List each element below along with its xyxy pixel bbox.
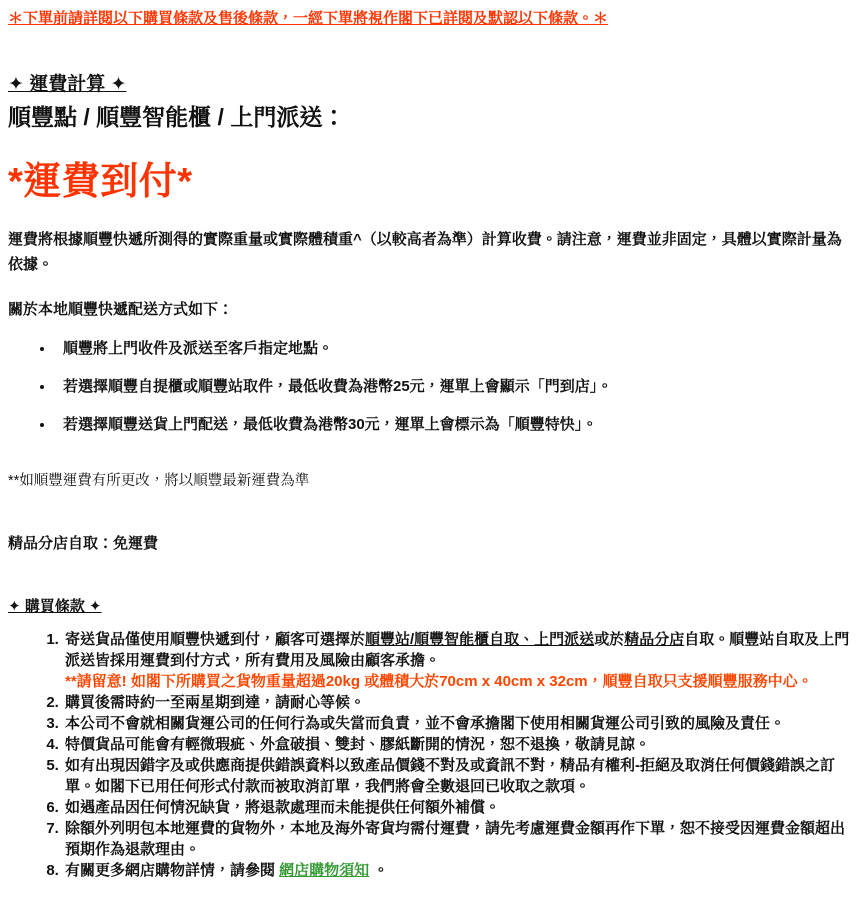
term-8-text: 。 [369,861,389,879]
term-1-underlined-pickup-options: 順豐站/順豐智能櫃自取、上門派送 [365,630,595,648]
fee-change-note: **如順豐運費有所更改，將以順豐最新運費為準 [8,473,310,490]
term-1-underlined-boutique: 精品分店 [624,630,685,648]
purchase-terms-heading-text: ✦ 購買條款 ✦ [8,597,102,615]
store-pickup-free-shipping: 精品分店自取：免運費 [8,534,159,552]
term-item-7: 7. 除額外列明包本地運費的貨物外，本地及海外寄貨均需付運費，請先考慮運費金額再作下單，恕不接受因運費金額超出預期作為退款理由。 [63,818,853,860]
list-item: • 順豐將上門收件及派送至客戶指定地點。 [55,338,853,359]
term-item-6: 6. 如遇產品因任何情況缺貨，將退款處理而未能提供任何額外補償。 [63,797,853,818]
online-shopping-guide-link[interactable]: 網店購物須知 [279,861,370,879]
pre-order-notice: ＊下單前請詳閱以下購買條款及售後條款，一經下單將視作閣下已詳閱及默認以下條款。＊ [8,10,609,27]
purchase-terms-list [8,629,853,881]
term-item-8 [63,860,853,881]
shipping-calculation-heading [8,74,853,97]
delivery-methods-label: 關於本地順豐快遞配送方式如下： [8,301,234,319]
term-8-text: 有關更多網店購物詳情，請參閱 [65,861,280,879]
shipping-calculation-heading-text: ✦ 運費計算 ✦ [8,74,127,95]
purchase-terms-heading [8,595,853,616]
term-item-5: 5. 如有出現因錯字及或供應商提供錯誤資料以致產品價錢不對及或資訊不對，精品有權利-拒絕及取消任何價錢錯誤之訂單。如閣下已用任何形式付款而被取消訂單，我們將會全數退回已收取之款項。 [63,755,853,797]
term-1-text: 自取。順豐站自取及上門派送皆採用運費到付方式，所有費用及風險由顧客承擔。 [65,630,850,669]
terms-page [8,10,853,881]
term-item-1 [63,629,853,692]
delivery-options-subheading: 順豐點 / 順豐智能櫃 / 上門派送： [8,103,346,130]
term-item-2: 2. 購買後需時約一至兩星期到達，請耐心等候。 [63,692,853,713]
shipping-fee-intro-paragraph: 運費將根據順豐快遞所測得的實際重量或實際體積重^（以較高者為準）計算收費。請注意，運費並非固定，具體以實際計量為依據。 [8,231,842,274]
list-item: • 若選擇順豐自提櫃或順豐站取件，最低收費為港幣25元，運單上會顯示「門到店」。 [55,376,853,397]
term-1-size-weight-warning: **請留意! 如閣下所購買之貨物重量超過20kg 或體積大於70cm x 40cm x 32cm，順豐自取只支援順豐服務中心。 [65,672,813,690]
freight-collect-title: *運費到付* [8,161,193,204]
list-item: • 若選擇順豐送貨上門配送，最低收費為港幣30元，運單上會標示為「順豐特快」。 [55,414,853,435]
term-item-3: 3. 本公司不會就相關貨運公司的任何行為或失當而負責，並不會承擔閣下使用相關貨運公司引致的風險及責任。 [63,713,853,734]
term-1-text: 寄送貨品僅使用順豐快遞到付，顧客可選擇於 [65,630,366,648]
delivery-methods-list [8,338,853,435]
term-item-4: 4. 特價貨品可能會有輕微瑕疵、外盒破損、雙封、膠紙斷開的情況，恕不退換，敬請見諒。 [63,734,853,755]
term-1-text: 或於 [594,630,625,648]
